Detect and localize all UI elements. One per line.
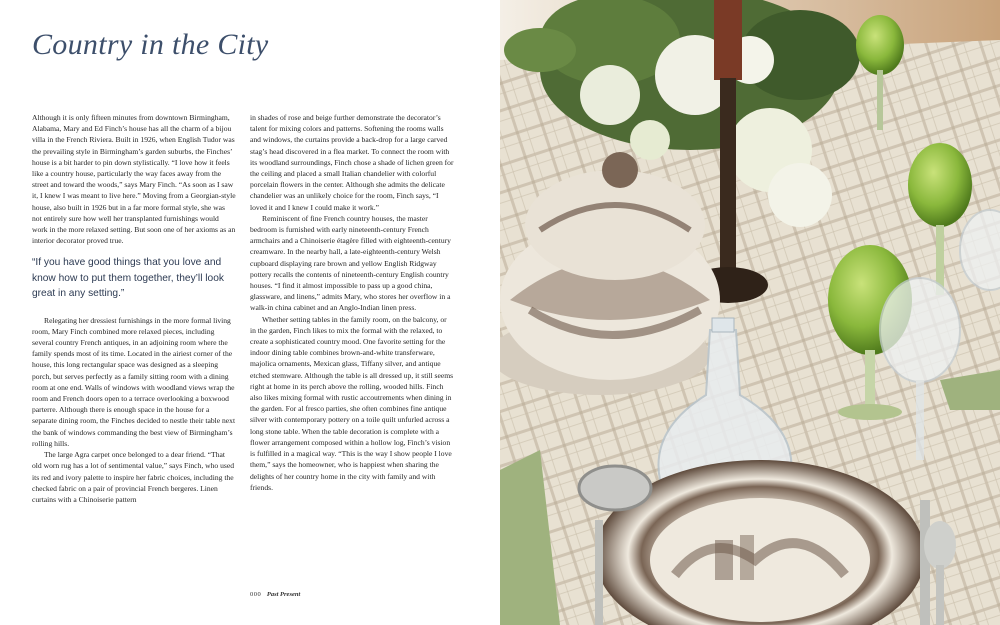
paragraph: in shades of rose and beige further demonstrate the decorator’s talent for mixing colors and patterns. Softening the rooms walls and windows, the curtains provide a back-drop for a large carved stag’s head discovered in a flea market. To connect the room with its woodland surroundings, Finch chose a shade of lichen green for the ceiling and placed a small Italian chandelier with colorful porcelain flowers in the center. Although she admits the delicate chandelier was an unlikely choice for the room, Finch says, “I loved it and I knew I could make it work.” — [250, 113, 454, 212]
paragraph: Whether setting tables in the family room, on the balcony, or in the garden, Finch likes to mix the formal with the relaxed, to create a sophisticated country mood. One favorite setting for the indoor dining table combines brown-and-white transferware, majolica ornaments, Mexican glass, Tiffany silver, and antique etched stemware. Although the table is all dressed up, it still seems right at home in its perch above the rolling, wooded hills. Finch also likes mixing formal with rustic accoutrements when dining in the garden. For al fresco parties, she often combines fine antique silver with contemporary pottery on a toile quilt unfurled across a long stone table. When the table decoration is complete with a flower arrangement composed within a hollow log, Finch’s vision is fulfilled in a magical way. “This is the way I show people I love them,” says the homeowner, who is happiest when sharing the delights of her country home in the city with family and with friends. — [250, 314, 454, 492]
publication-name: Past Present — [266, 591, 301, 598]
paragraph: Although it is only fifteen minutes from downtown Birmingham, Alabama, Mary and Ed Finch’s house has all the charm of a bijou villa in the French Riviera. Built in 1926, when English Tudor was the prevailing style in Birmingham’s garden suburbs, the Finches’ house is a bit harder to pin down stylistically. “I love how it feels like a country house, particularly the way faces away from the street and toward the woods,” says Mary Finch. “As soon as I saw it, I knew I was meant to live here.” Moving from a Georgian-style house, also built in 1926 but in a far more formal style, she was not entirely sure how well her transplanted furnishings would work in the more relaxed setting. But soon one of her axioms as an interior decorator proved true. — [32, 113, 236, 246]
table-setting-photo — [500, 0, 1000, 625]
article-title: Country in the City — [32, 28, 269, 61]
right-column — [250, 112, 454, 493]
page-number: 000 — [250, 591, 262, 598]
pull-quote: “If you have good things that you love and know how to put them together, they’ll look great in any setting.” — [32, 257, 224, 300]
photo-illustration — [500, 0, 1000, 625]
paragraph: Relegating her dressiest furnishings in the more formal living room, Mary Finch combined more relaxed pieces, including several country French antiques, in an adjoining room where the family spends most of its time. Located in the airiest corner of the house, this long rectangular space was designed as a sleeping porch, but serves perfectly as a family sitting room with a dining room at one end. Walls of windows with woodland views wrap the room and French doors open to a terrace overlooking a boxwood parterre. Although there is enough space in the house for a separate dining room, the Finches decided to nestle their table next the bank of windows commanding the best view of Birmingham’s rolling hills. — [32, 315, 236, 448]
left-column — [32, 112, 236, 505]
paragraph: The large Agra carpet once belonged to a dear friend. “That old worn rug has a lot of sentimental value,” says Finch, who used its red and ivory palette to inspire her fabric choices, including the checked fabric on a pair of provincial French bergeres. Linen curtains with a Chinoiserie pattern — [32, 450, 235, 504]
paragraph: Reminiscent of fine French country houses, the master bedroom is furnished with early nineteenth-century French armchairs and a Chinoiserie étagère filled with eighteenth-century creamware. In the nearby hall, a late-eighteenth-century Welsh cupboard displaying rare brown and yellow English Ridgway pottery recalls the contents of nineteenth-century English country houses. “I find it almost impossible to pass up a good china, glassware, and linens,” admits Mary, who stores her overflow in a walk-in china cabinet and an Anglo-Indian linen press. — [250, 213, 451, 313]
silver-dish — [579, 466, 651, 510]
folio — [250, 591, 300, 598]
